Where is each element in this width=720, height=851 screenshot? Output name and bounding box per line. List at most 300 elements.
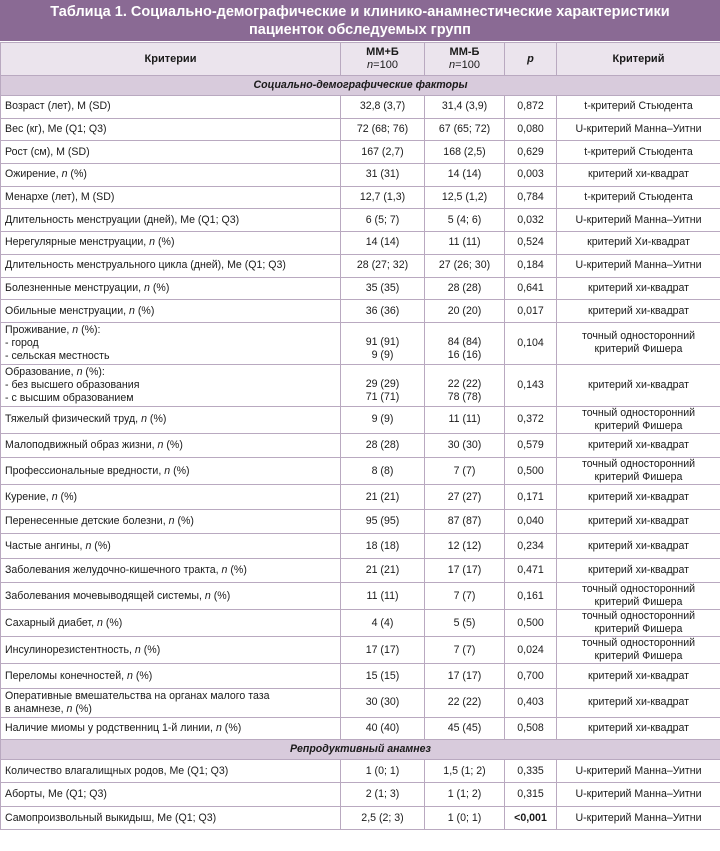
table-row — [1, 610, 720, 637]
group-a-value: 95 (95) — [341, 509, 425, 534]
row-label-n: n — [141, 413, 147, 426]
p-value: 0,471 — [505, 558, 557, 583]
row-label-line-1: Оперативные вмешательства на органах малого таза — [5, 689, 270, 702]
table-row — [1, 186, 720, 209]
row-label-line-2 — [5, 703, 336, 716]
test-name-text: критерий хи-квадрат — [587, 721, 690, 734]
row-label-n: n — [76, 365, 83, 378]
row-label-tail: (%) — [132, 669, 153, 682]
header-group-a-n-symbol: n — [367, 59, 374, 71]
test-name — [557, 688, 720, 717]
table-row — [1, 783, 720, 807]
p-value: 0,508 — [505, 717, 557, 739]
table-row — [1, 664, 720, 689]
test-name — [557, 209, 720, 232]
table-title-line-1: Таблица 1. Социально-демографические и клинико-анамнестические характеристики — [50, 4, 670, 20]
row-label-tail: (%) — [210, 589, 231, 602]
row-label-n: n — [149, 236, 156, 249]
row-label-tail: (%) — [174, 515, 194, 528]
group-b-value: 17 (17) — [425, 558, 505, 583]
table-row — [1, 141, 720, 164]
row-label-tail: (%): — [82, 365, 105, 378]
row-label — [1, 433, 341, 458]
table-row — [1, 485, 720, 510]
test-name — [557, 433, 720, 458]
table-title-line-2: пациенток обследуемых групп — [249, 22, 471, 38]
test-name-line-1: точный односторонний — [581, 406, 696, 419]
table-row — [1, 534, 720, 559]
group-b-value: 7 (7) — [425, 637, 505, 664]
row-label-text: Тяжелый физический труд, — [5, 413, 142, 426]
table-row — [1, 232, 720, 255]
header-group-b-n-symbol: n — [449, 59, 456, 71]
test-name-line-1: точный односторонний — [581, 583, 696, 596]
test-name-text: U-критерий Манна–Уитни — [575, 764, 702, 777]
group-b-value: 14 (14) — [425, 164, 505, 187]
test-name-text: критерий хи-квадрат — [587, 439, 690, 452]
test-name — [557, 534, 720, 559]
p-value: 0,171 — [505, 485, 557, 510]
test-name-text: U-критерий Манна–Уитни — [575, 811, 702, 824]
p-value: 0,003 — [505, 164, 557, 187]
p-value: 0,872 — [505, 96, 557, 119]
row-sublabel-2: - сельская местность — [5, 349, 110, 362]
row-sublabel-1: - без высшего образования — [5, 378, 140, 391]
group-a-value: 9 (9) — [341, 406, 425, 433]
test-name — [557, 406, 720, 433]
table-title — [0, 0, 720, 42]
row-label-text: Обильные менструации, — [5, 304, 130, 317]
row-label-n: n — [204, 589, 211, 602]
group-a-value: 31 (31) — [341, 164, 425, 187]
group-a-value-2: 9 (9) — [371, 348, 394, 361]
row-label-n: n — [61, 168, 68, 181]
test-name — [557, 458, 720, 485]
group-a-value: 72 (68; 76) — [341, 118, 425, 141]
row-label-text: Рост (см), M (SD) — [5, 145, 90, 158]
group-b-value-2: 16 (16) — [447, 348, 482, 361]
group-a-value-1: 29 (29) — [365, 377, 400, 390]
p-value: 0,524 — [505, 232, 557, 255]
group-b-value: 12 (12) — [425, 534, 505, 559]
row-label — [1, 458, 341, 485]
test-name-text: U-критерий Манна–Уитни — [575, 788, 702, 801]
row-sublabel-1: - город — [5, 336, 39, 349]
row-label-n: n — [129, 304, 135, 317]
table-row — [1, 583, 720, 610]
table-row — [1, 433, 720, 458]
row-label-n: n — [168, 515, 175, 528]
p-value: 0,032 — [505, 209, 557, 232]
test-name — [557, 583, 720, 610]
table-row — [1, 509, 720, 534]
header-row — [1, 43, 720, 76]
row-label-tail: (%) — [67, 168, 87, 181]
row-label — [1, 558, 341, 583]
row-label — [1, 509, 341, 534]
test-name — [557, 610, 720, 637]
test-name-text: U-критерий Манна–Уитни — [575, 123, 702, 136]
row-label-text: в анамнезе, — [5, 702, 67, 715]
test-name-text: критерий Хи-квадрат — [587, 236, 690, 249]
test-name-text: критерий хи-квадрат — [587, 564, 690, 577]
p-value: 0,024 — [505, 637, 557, 664]
group-b-value: 11 (11) — [425, 232, 505, 255]
row-label-n: n — [85, 539, 92, 552]
section-row-social — [1, 76, 720, 96]
group-b-value: 7 (7) — [425, 583, 505, 610]
row-label-text: Инсулинорезистентность, — [5, 643, 135, 656]
row-label-n: n — [144, 281, 150, 294]
group-b-value: 168 (2,5) — [425, 141, 505, 164]
group-b-value: 1 (1; 2) — [425, 783, 505, 807]
group-b-value: 11 (11) — [425, 406, 505, 433]
row-label-tail: (%) — [72, 702, 92, 715]
row-label-tail: (%): — [78, 323, 101, 336]
table-row — [1, 458, 720, 485]
p-value: 0,184 — [505, 254, 557, 277]
p-value: 0,143 — [505, 364, 557, 406]
table-row — [1, 322, 720, 364]
row-label — [1, 300, 341, 323]
row-label-text: Профессиональные вредности, — [5, 464, 165, 477]
test-name-line-1: точный односторонний — [581, 330, 696, 343]
group-b-value-1: 22 (22) — [447, 377, 482, 390]
row-label-tail: (%) — [146, 413, 167, 426]
row-label — [1, 322, 341, 364]
test-name — [557, 118, 720, 141]
row-label — [1, 254, 341, 277]
group-b-value: 30 (30) — [425, 433, 505, 458]
row-label — [1, 96, 341, 119]
test-name-text: критерий хи-квадрат — [587, 490, 690, 503]
group-a-value-2: 71 (71) — [365, 390, 400, 403]
p-value: 0,234 — [505, 534, 557, 559]
test-name — [557, 96, 720, 119]
row-label — [1, 164, 341, 187]
group-b-value-2: 78 (78) — [447, 390, 482, 403]
table-row — [1, 406, 720, 433]
test-name-line-2: критерий Фишера — [594, 419, 683, 432]
group-b-value: 5 (4; 6) — [425, 209, 505, 232]
p-value: 0,579 — [505, 433, 557, 458]
group-a-value: 12,7 (1,3) — [341, 186, 425, 209]
table-row — [1, 717, 720, 739]
group-a-value: 2 (1; 3) — [341, 783, 425, 807]
row-label-text: Менархе (лет), M (SD) — [5, 191, 115, 204]
table-row — [1, 688, 720, 717]
group-a-value: 14 (14) — [341, 232, 425, 255]
data-table — [0, 42, 720, 830]
test-name-text: критерий хи-квадрат — [587, 304, 690, 317]
group-b-value: 1 (0; 1) — [425, 806, 505, 830]
row-label-tail: (%) — [102, 616, 123, 629]
header-group-a-n — [345, 59, 420, 72]
table-row — [1, 759, 720, 783]
row-label-head — [5, 324, 336, 337]
test-name-line-2: критерий Фишера — [594, 596, 683, 609]
row-label — [1, 783, 341, 807]
test-name-line-1: точный односторонний — [581, 458, 696, 471]
group-a-value: 28 (28) — [341, 433, 425, 458]
group-a-value: 11 (11) — [341, 583, 425, 610]
row-label-n: n — [221, 564, 228, 577]
test-name-text: критерий хи-квадрат — [587, 378, 690, 391]
group-b-value: 20 (20) — [425, 300, 505, 323]
header-group-b-name: ММ-Б — [449, 46, 480, 58]
group-a-value — [341, 322, 425, 364]
p-value: 0,641 — [505, 277, 557, 300]
group-a-value: 167 (2,7) — [341, 141, 425, 164]
section-title-reproductive: Репродуктивный анамнез — [1, 739, 720, 759]
row-label — [1, 759, 341, 783]
row-label-tail: (%) — [140, 643, 161, 656]
row-label-tail: (%) — [227, 564, 247, 577]
p-value: <0,001 — [505, 806, 557, 830]
group-a-value: 35 (35) — [341, 277, 425, 300]
row-label-tail: (%) — [163, 439, 183, 452]
row-label-tail: (%) — [134, 304, 155, 317]
row-label-tail: (%) — [149, 281, 170, 294]
header-criteria: Критерии — [1, 43, 341, 76]
row-label-text: Длительность менструации (дней), Me (Q1; Q3) — [5, 213, 240, 226]
row-label — [1, 485, 341, 510]
row-label-n: n — [66, 702, 73, 715]
row-label-text: Количество влагалищных родов, Me (Q1; Q3) — [5, 764, 229, 777]
test-name-text: критерий хи-квадрат — [587, 281, 690, 294]
p-value: 0,080 — [505, 118, 557, 141]
group-b-value: 7 (7) — [425, 458, 505, 485]
group-a-value: 17 (17) — [341, 637, 425, 664]
group-a-value: 8 (8) — [341, 458, 425, 485]
group-b-value: 87 (87) — [425, 509, 505, 534]
row-label-text: Курение, — [5, 490, 52, 503]
test-name-line-2: критерий Фишера — [594, 623, 683, 636]
test-name-text: критерий хи-квадрат — [587, 539, 690, 552]
header-p-label: p — [527, 52, 534, 65]
test-name-text: t-критерий Стьюдента — [584, 191, 693, 204]
row-label-text: Заболевания мочевыводящей системы, — [5, 589, 205, 602]
group-a-value: 28 (27; 32) — [341, 254, 425, 277]
row-label — [1, 664, 341, 689]
test-name-line-2: критерий Фишера — [594, 650, 683, 663]
test-name — [557, 806, 720, 830]
test-name — [557, 232, 720, 255]
p-value: 0,500 — [505, 610, 557, 637]
group-b-value: 12,5 (1,2) — [425, 186, 505, 209]
test-name-text: t-критерий Стьюдента — [584, 145, 693, 158]
row-label — [1, 364, 341, 406]
test-name-text: t-критерий Стьюдента — [584, 100, 693, 113]
header-group-b-n — [429, 59, 500, 72]
row-label-text: Нерегулярные менструации, — [5, 236, 150, 249]
test-name — [557, 717, 720, 739]
p-value: 0,335 — [505, 759, 557, 783]
p-value: 0,017 — [505, 300, 557, 323]
group-b-value: 22 (22) — [425, 688, 505, 717]
row-label — [1, 688, 341, 717]
p-value: 0,784 — [505, 186, 557, 209]
row-label-head — [5, 366, 336, 379]
group-b-value: 17 (17) — [425, 664, 505, 689]
row-label-text: Частые ангины, — [5, 539, 86, 552]
row-label — [1, 118, 341, 141]
group-a-value-1: 91 (91) — [365, 335, 400, 348]
group-b-value: 28 (28) — [425, 277, 505, 300]
row-label — [1, 637, 341, 664]
p-value: 0,700 — [505, 664, 557, 689]
header-p — [505, 43, 557, 76]
p-value: 0,372 — [505, 406, 557, 433]
table-row — [1, 806, 720, 830]
group-b-value: 45 (45) — [425, 717, 505, 739]
table-row — [1, 364, 720, 406]
row-label — [1, 141, 341, 164]
group-a-value: 2,5 (2; 3) — [341, 806, 425, 830]
row-label-text: Возраст (лет), M (SD) — [5, 100, 111, 113]
header-group-b — [425, 43, 505, 76]
row-label — [1, 277, 341, 300]
group-a-value: 36 (36) — [341, 300, 425, 323]
test-name — [557, 322, 720, 364]
p-value: 0,629 — [505, 141, 557, 164]
test-name — [557, 509, 720, 534]
header-group-b-n-value: =100 — [455, 59, 480, 71]
row-label-tail: (%) — [170, 464, 190, 477]
row-label-n: n — [97, 616, 103, 629]
row-label — [1, 209, 341, 232]
row-label-text: Проживание, — [5, 323, 73, 336]
row-label-n: n — [127, 669, 133, 682]
row-label-text: Сахарный диабет, — [5, 616, 97, 629]
group-a-value: 32,8 (3,7) — [341, 96, 425, 119]
test-name — [557, 783, 720, 807]
group-a-value: 18 (18) — [341, 534, 425, 559]
test-name-line-2: критерий Фишера — [594, 471, 683, 484]
row-sublabel-2: - с высшим образованием — [5, 391, 134, 404]
row-label-tail: (%) — [57, 490, 78, 503]
group-b-value — [425, 322, 505, 364]
table-row — [1, 118, 720, 141]
test-name — [557, 637, 720, 664]
row-label-text: Перенесенные детские болезни, — [5, 515, 169, 528]
row-label-n: n — [164, 464, 171, 477]
group-b-value: 67 (65; 72) — [425, 118, 505, 141]
row-label-text: Самопроизвольный выкидыш, Me (Q1; Q3) — [5, 811, 217, 824]
section-row-reproductive — [1, 739, 720, 759]
p-value: 0,161 — [505, 583, 557, 610]
test-name — [557, 141, 720, 164]
group-b-value-1: 84 (84) — [447, 335, 482, 348]
test-name-text: критерий хи-квадрат — [587, 669, 690, 682]
p-value: 0,315 — [505, 783, 557, 807]
row-label-tail: (%) — [155, 236, 175, 249]
test-name-text: U-критерий Манна–Уитни — [575, 259, 702, 272]
table-row — [1, 558, 720, 583]
group-b-value: 27 (26; 30) — [425, 254, 505, 277]
test-name — [557, 164, 720, 187]
row-label-text: Аборты, Me (Q1; Q3) — [5, 788, 107, 801]
group-a-value: 40 (40) — [341, 717, 425, 739]
group-a-value — [341, 364, 425, 406]
row-label — [1, 610, 341, 637]
header-group-a — [341, 43, 425, 76]
test-name — [557, 277, 720, 300]
group-b-value: 1,5 (1; 2) — [425, 759, 505, 783]
test-name — [557, 664, 720, 689]
group-b-value: 27 (27) — [425, 485, 505, 510]
p-value: 0,403 — [505, 688, 557, 717]
row-label — [1, 232, 341, 255]
test-name — [557, 364, 720, 406]
group-b-value: 31,4 (3,9) — [425, 96, 505, 119]
table-row — [1, 164, 720, 187]
test-name — [557, 558, 720, 583]
test-name-text: U-критерий Манна–Уитни — [575, 213, 702, 226]
group-a-value: 21 (21) — [341, 485, 425, 510]
header-group-a-n-value: =100 — [373, 59, 398, 71]
row-label — [1, 806, 341, 830]
test-name — [557, 300, 720, 323]
test-name-line-1: точный односторонний — [581, 637, 696, 650]
section-title-social: Социально-демографические факторы — [1, 76, 720, 96]
p-value: 0,104 — [505, 322, 557, 364]
row-label-n: n — [157, 439, 164, 452]
group-b-value: 5 (5) — [425, 610, 505, 637]
group-b-value — [425, 364, 505, 406]
row-label-n: n — [215, 721, 222, 734]
group-a-value: 1 (0; 1) — [341, 759, 425, 783]
table-row — [1, 300, 720, 323]
group-a-value: 30 (30) — [341, 688, 425, 717]
p-value: 0,500 — [505, 458, 557, 485]
row-label-text: Болезненные менструации, — [5, 281, 145, 294]
row-label — [1, 583, 341, 610]
group-a-value: 6 (5; 7) — [341, 209, 425, 232]
test-name-line-2: критерий Фишера — [594, 343, 683, 356]
row-label-n: n — [134, 643, 141, 656]
row-label-text: Переломы конечностей, — [5, 669, 127, 682]
header-test: Критерий — [557, 43, 720, 76]
table-row — [1, 637, 720, 664]
row-label-n: n — [72, 323, 79, 336]
test-name-line-1: точный односторонний — [581, 610, 696, 623]
test-name — [557, 186, 720, 209]
header-group-a-name: ММ+Б — [366, 46, 399, 58]
row-label — [1, 186, 341, 209]
test-name-text: критерий хи-квадрат — [587, 696, 690, 709]
row-label-tail: (%) — [91, 539, 111, 552]
table-row — [1, 96, 720, 119]
row-label-text: Образование, — [5, 365, 77, 378]
group-a-value: 21 (21) — [341, 558, 425, 583]
table-row — [1, 209, 720, 232]
test-name-text: критерий хи-квадрат — [587, 168, 690, 181]
row-label-text: Ожирение, — [5, 168, 62, 181]
group-a-value: 15 (15) — [341, 664, 425, 689]
table-row — [1, 254, 720, 277]
table-row — [1, 277, 720, 300]
row-label-text: Малоподвижный образ жизни, — [5, 439, 158, 452]
row-label-n: n — [51, 490, 58, 503]
row-label-text: Заболевания желудочно-кишечного тракта, — [5, 564, 222, 577]
row-label — [1, 717, 341, 739]
test-name — [557, 254, 720, 277]
row-label-text: Длительность менструального цикла (дней), Me (Q1; Q3) — [5, 259, 286, 272]
row-label-text: Вес (кг), Me (Q1; Q3) — [5, 123, 107, 136]
row-label-text: Наличие миомы у родственниц 1-й линии, — [5, 721, 216, 734]
p-value: 0,040 — [505, 509, 557, 534]
